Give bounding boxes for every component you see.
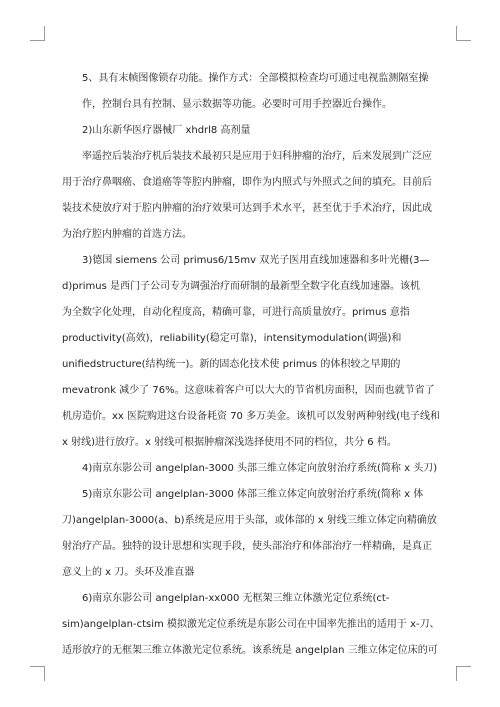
paragraph-1	[62, 66, 440, 118]
paragraph-3	[62, 144, 440, 248]
text-line: 适形放疗的无框架三维立体激光定位系统。该系统是 angelplan 三维立体定位床的可	[62, 645, 438, 656]
crop-mark-bottom-left	[30, 666, 45, 681]
crop-mark-bottom-right	[456, 666, 471, 681]
text-line: 为治疗腔内肿瘤的首选方法。	[62, 229, 192, 240]
text-line: mevatronk 减少了 76%。这意味着客户可以大大的节省机房面积，因而也就节省了	[62, 385, 435, 396]
text-line: 5)南京东影公司 angelplan-3000 体部三维立体定向放射治疗系统(简称 x 体	[82, 489, 424, 500]
text-line: 4)南京东影公司 angelplan-3000 头部三维立体定向放射治疗系统(简称 x 头刀)	[82, 463, 438, 474]
text-line: 意义上的 x 刀。头环及准直器	[62, 567, 195, 578]
text-line: 5、具有末帧图像锁存功能。操作方式：全部模拟检查均可通过电视监测隔室操	[82, 73, 429, 84]
text-line: 射治疗产品。独特的设计思想和实现手段，使头部治疗和体部治疗一样精确，是真正	[62, 541, 432, 552]
paragraph-7	[62, 586, 440, 664]
text-line: 作，控制台具有控制、显示数据等功能。必要时可用手控器近台操作。	[82, 99, 392, 110]
text-line: unifiedstructure(结构统一)。新的固态化技术使 primus 的体积较之早期的	[62, 359, 401, 370]
text-line: 3)德国 siemens 公司 primus6/15mv 双光子医用直线加速器和多叶光栅(3—	[82, 255, 430, 266]
text-line: 率遥控后装治疗机后装技术最初只是应用于妇科肿瘤的治疗，后来发展到广泛应	[82, 151, 432, 162]
text-line: productivity(高效)，reliability(稳定可靠)，intensitymodulation(调强)和	[62, 333, 402, 344]
text-line: x 射线)进行放疗。x 射线可根据肿瘤深浅选择使用不同的档位，共分 6 档。	[62, 437, 397, 448]
crop-mark-top-right	[456, 26, 471, 41]
document-body	[62, 66, 440, 664]
text-line: 用于治疗鼻咽癌、食道癌等等腔内肿瘤，即作为内照式与外照式之间的填充。目前后	[62, 177, 432, 188]
paragraph-5	[62, 456, 440, 482]
text-line: 刀)angelplan-3000(a、b)系统是应用于头部，或体部的 x 射线三维立体定向精确放	[62, 515, 437, 526]
text-line: 为全数字化处理，自动化程度高，精确可靠，可进行高质量放疗。primus 意指	[62, 307, 410, 318]
text-line: 6)南京东影公司 angelplan-xx000 无框架三维立体激光定位系统(ct-	[82, 593, 390, 604]
text-line: 2)山东新华医疗器械厂 xhdrl8 高剂量	[82, 125, 251, 136]
text-line: 机房造价。xx 医院购进这台设备耗资 70 多万美金。该机可以发射两种射线(电子线和	[62, 411, 440, 422]
crop-mark-top-left	[30, 26, 45, 41]
text-line: d)primus 是西门子公司专为调强治疗而研制的最新型全数字化直线加速器。该机	[62, 281, 420, 292]
text-line: 装技术使放疗对于腔内肿瘤的治疗效果可达到手术水平，甚至优于手术治疗，因此成	[62, 203, 432, 214]
paragraph-6	[62, 482, 440, 586]
paragraph-4	[62, 248, 440, 456]
text-line: sim)angelplan-ctsim 模拟激光定位系统是东影公司在中国率先推出的适用于 x-刀、	[62, 619, 440, 630]
paragraph-2	[62, 118, 440, 144]
